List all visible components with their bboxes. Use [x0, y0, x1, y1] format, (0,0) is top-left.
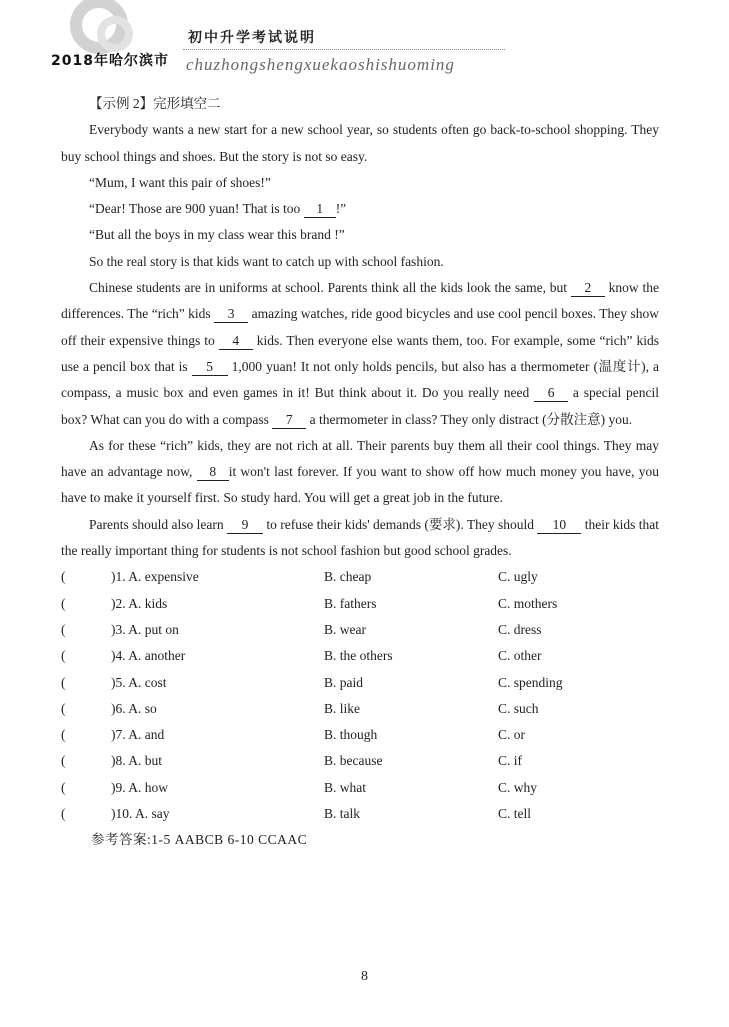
option-b: B. talk [324, 806, 360, 822]
blank-10: 10 [537, 516, 581, 534]
section-title: 【示例 2】完形填空二 [89, 96, 221, 111]
options-list [61, 564, 659, 827]
option-a: )6. A. so [111, 700, 157, 716]
option-c: C. tell [498, 806, 531, 822]
option-a: )1. A. expensive [111, 569, 199, 585]
blank-2: 2 [571, 279, 605, 297]
option-b: B. what [324, 779, 366, 795]
option-row [61, 775, 659, 801]
option-a: )4. A. another [111, 648, 186, 664]
option-row [61, 617, 659, 643]
paragraph-6: Chinese students are in uniforms at school. Parents think all the kids look the same, but 2 know the differences. The “rich” kids 3 amazing watches, ride good bicycles and use cool pencil boxes. They show off their expensive things to 4 kids. Then everyone else wants them, too. For example, some “rich” kids use a pencil box that is 5 1,000 yuan! It not only holds pencils, but also has a thermometer (温度计), a compass, a music box and even games in it! But think about it. Do you really need 6 a special pencil box? What can you do with a compass 7 a thermometer in class? They only distract (分散注意) you. [61, 280, 659, 427]
paragraph-4: “But all the boys in my class wear this brand !” [89, 227, 345, 243]
header-pinyin: chuzhongshengxuekaoshishuoming [186, 55, 455, 74]
option-c: C. ugly [498, 569, 538, 585]
blank-5: 5 [192, 358, 228, 376]
option-row [61, 748, 659, 774]
option-c: C. spending [498, 674, 563, 690]
option-row [61, 696, 659, 722]
blank-6: 6 [534, 384, 568, 402]
paragraph-7: As for these “rich” kids, they are not rich at all. Their parents buy them all their cool things. They may have an advantage now, 8 it won't last forever. If you want to show off how much money you have, you have to make it yourself first. So study hard. You will get a great job in the future. [61, 437, 659, 506]
answer-slot: ( [61, 753, 66, 769]
header-brand: 2018年哈尔滨市 [51, 53, 169, 69]
answer-slot: ( [61, 806, 66, 822]
answer-slot: ( [61, 727, 66, 743]
option-row [61, 564, 659, 590]
blank-4: 4 [219, 332, 253, 350]
logo-ring-inner [97, 16, 133, 52]
option-a: )8. A. but [111, 753, 163, 769]
option-c: C. or [498, 727, 525, 743]
option-b: B. because [324, 753, 383, 769]
option-b: B. like [324, 700, 360, 716]
answer-slot: ( [61, 595, 66, 611]
paragraph-5: So the real story is that kids want to catch up with school fashion. [89, 253, 444, 269]
paragraph-3: “Dear! Those are 900 yuan! That is too 1 !” [89, 201, 347, 217]
option-row [61, 722, 659, 748]
option-row [61, 801, 659, 827]
answer-slot: ( [61, 674, 66, 690]
option-c: C. such [498, 700, 539, 716]
page-number: 8 [361, 969, 368, 984]
option-a: )3. A. put on [111, 621, 179, 637]
paragraph-1: Everybody wants a new start for a new school year, so students often go back-to-school shopping. They buy school things and shoes. But the story is not so easy. [61, 122, 659, 164]
option-a: )5. A. cost [111, 674, 167, 690]
option-a: )10. A. say [111, 806, 170, 822]
header-divider [183, 49, 505, 50]
header-title: 初中升学考试说明 [188, 30, 316, 46]
paragraph-8: Parents should also learn 9 to refuse their kids' demands (要求). They should 10 their kids that the really important thing for students is not school fashion but good school grades. [61, 516, 659, 559]
blank-1: 1 [304, 200, 336, 218]
answer-slot: ( [61, 700, 66, 716]
blank-8: 8 [197, 463, 229, 481]
option-c: C. other [498, 648, 542, 664]
option-b: B. fathers [324, 595, 377, 611]
blank-9: 9 [227, 516, 263, 534]
blank-3: 3 [214, 305, 248, 323]
option-b: B. the others [324, 648, 393, 664]
answer-slot: ( [61, 621, 66, 637]
option-b: B. paid [324, 674, 363, 690]
option-c: C. why [498, 779, 538, 795]
option-b: B. cheap [324, 569, 372, 585]
blank-7: 7 [272, 411, 306, 429]
option-c: C. if [498, 753, 523, 769]
paragraph-2: “Mum, I want this pair of shoes!” [89, 174, 271, 190]
answer-slot: ( [61, 648, 66, 664]
answer-key: 参考答案:1-5 AABCB 6-10 CCAAC [91, 832, 308, 848]
option-row [61, 643, 659, 669]
option-row [61, 591, 659, 617]
option-b: B. though [324, 727, 378, 743]
answer-slot: ( [61, 569, 66, 585]
option-a: )9. A. how [111, 779, 168, 795]
answer-slot: ( [61, 779, 66, 795]
option-a: )7. A. and [111, 727, 165, 743]
option-c: C. dress [498, 621, 542, 637]
option-row [61, 670, 659, 696]
document-body [61, 91, 659, 854]
option-a: )2. A. kids [111, 595, 168, 611]
option-c: C. mothers [498, 595, 558, 611]
option-b: B. wear [324, 621, 366, 637]
